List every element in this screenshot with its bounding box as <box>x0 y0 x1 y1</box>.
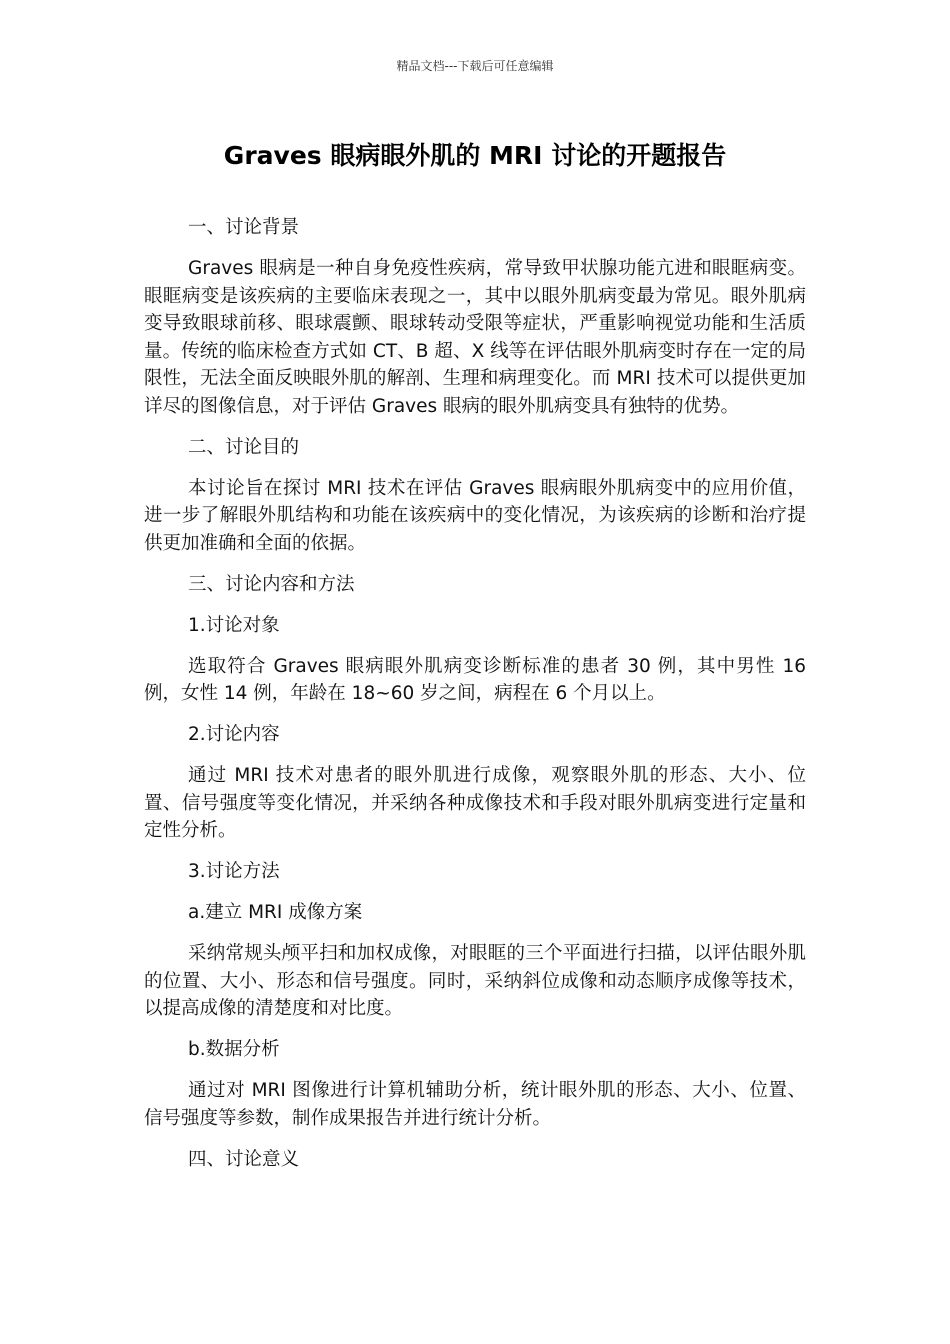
paragraph-data-analysis: 通过对 MRI 图像进行计算机辅助分析，统计眼外肌的形态、大小、位置、信号强度等参数，制作成果报告并进行统计分析。 <box>144 1080 806 1129</box>
paragraph-purpose: 本讨论旨在探讨 MRI 技术在评估 Graves 眼病眼外肌病变中的应用价值，进一步了解眼外肌结构和功能在该疾病中的变化情况，为该疾病的诊断和治疗提供更加准确和全面的依据。 <box>144 477 806 554</box>
subheading-methods: 3.讨论方法 <box>188 861 280 882</box>
paragraph-mri-protocol: 采纳常规头颅平扫和加权成像，对眼眶的三个平面进行扫描，以评估眼外肌的位置、大小、形态和信号强度。同时，采纳斜位成像和动态顺序成像等技术，以提高成像的清楚度和对比度。 <box>144 943 806 1019</box>
header-note: 精品文档---下载后可任意编辑 <box>396 59 554 73</box>
subheading-content: 2.讨论内容 <box>188 724 280 745</box>
paragraph-subjects: 选取符合 Graves 眼病眼外肌病变诊断标准的患者 30 例，其中男性 16 例，女性 14 例，年龄在 18~60 岁之间，病程在 6 个月以上。 <box>144 655 806 704</box>
document-title: Graves 眼病眼外肌的 MRI 讨论的开题报告 <box>223 141 727 170</box>
section-heading-background: 一、讨论背景 <box>188 217 300 238</box>
section-heading-purpose: 二、讨论目的 <box>188 436 300 458</box>
paragraph-content: 通过 MRI 技术对患者的眼外肌进行成像，观察眼外肌的形态、大小、位置、信号强度等变化情况，并采纳各种成像技术和手段对眼外肌病变进行定量和定性分析。 <box>144 765 806 841</box>
paragraph-background: Graves 眼病是一种自身免疫性疾病，常导致甲状腺功能亢进和眼眶病变。眼眶病变是该疾病的主要临床表现之一，其中以眼外肌病变最为常见。眼外肌病变导致眼球前移、眼球震颤、眼球转动受限等症状，严重影响视觉功能和生活质量。传统的临床检查方式如 CT、B 超、X 线等在评估眼外肌病变时存在一定的局限性，无法全面反映眼外肌的解剖、生理和病理变化。而 MRI 技术可以提供更加详尽的图像信息，对于评估 Graves 眼病的眼外肌病变具有独特的优势。 <box>144 258 806 417</box>
section-heading-significance: 四、讨论意义 <box>188 1148 300 1170</box>
subheading-data-analysis: b.数据分析 <box>188 1039 280 1060</box>
document-body <box>144 214 806 1187</box>
section-heading-content-methods: 三、讨论内容和方法 <box>188 573 355 595</box>
subheading-subjects: 1.讨论对象 <box>188 614 280 636</box>
subheading-mri-protocol: a.建立 MRI 成像方案 <box>188 902 363 923</box>
